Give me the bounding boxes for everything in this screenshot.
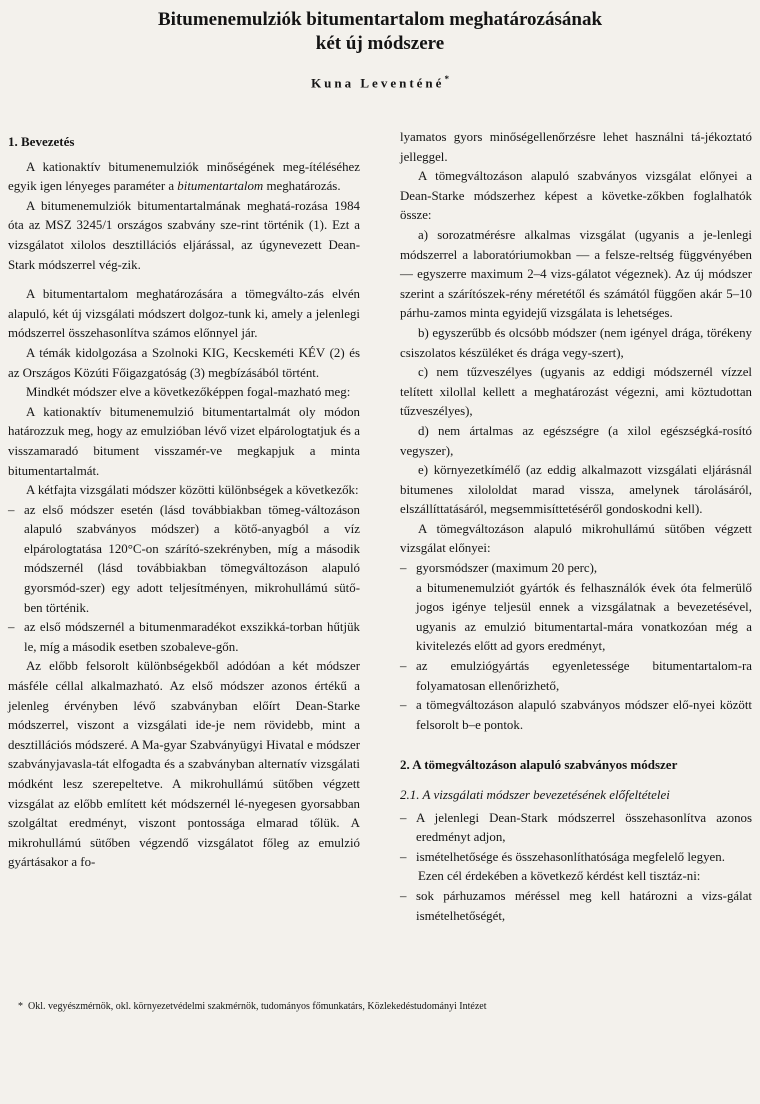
list-item: – az első módszer esetén (lásd továbbiakban tömeg-változáson alapuló szabványos módszer) a kötő-anyagból a víz elpárologtatása 120°C-on szárító-szekrényben, míg a második módszernél (lásd továbbiakban tömegváltozáson alapuló gyorsmód-szer) egy adott teljesítményen, mikrohullámú sütő-ben történik. xyxy=(8,501,360,619)
title-line-2: két új módszere xyxy=(315,33,445,54)
subsection-heading-preconditions: 2.1. A vizsgálati módszer bevezetésének előfeltételei xyxy=(400,787,670,802)
precondition-list xyxy=(400,809,752,868)
left-column xyxy=(8,132,360,873)
paragraph: Mindkét módszer elve a következőképpen fogal-mazható meg: xyxy=(26,385,351,400)
paragraph: A bitumentartalom meghatározására a tömegválto-zás elvén alapuló, két új vizsgálati módszert dolgoz-tunk ki, amely a jelenlegi módszerrel összehasonlítva számos előnnyel jár. xyxy=(8,287,360,341)
paragraph: A tömegváltozáson alapuló szabványos vizsgálat előnyei a Dean-Starke módszerhez képest a követke-zőkben foglalhatók össze: xyxy=(400,169,752,223)
author-name: Kuna Leventéné xyxy=(311,75,445,91)
advantage-item-c: c) nem tűzveszélyes (ugyanis az eddigi módszernél vízzel telített xilollal kellett a meghatározást végezni, ami köztudottan tűzveszélyes), xyxy=(400,365,752,419)
paragraph: A tömegváltozáson alapuló mikrohullámú sütőben végzett vizsgálat előnyei: xyxy=(400,521,752,556)
title-line-1: Bitumenemulziók bitumentartalom meghatározásának xyxy=(157,9,603,30)
paragraph: Az előbb felsorolt különbségekből adódóan a két módszer másféle céllal alkalmazható. Az első módszer azonos értékű a jelenleg érvényben lévő szabványban előírt Dean-Starke módszerrel, viszont a vizsgálati ide-je nem rövidebb, mint a desztillációs módszeré. A Ma-gyar Szabványügyi Hivatal e módszer szabványjavasla-tát elfogadta és a szabványban alternatív vizsgálati módként lesz szerepeltetve. A mikrohullámú sütőben végzett vizsgálat az előbb említett két módszernél lé-nyegesen gyorsabban szolgáltat eredményt, viszont pontossága elmarad tőlük. A mikrohullámú sütőben végzendő vizsgálatot főleg az emulzió gyártásakor a fo- xyxy=(8,659,360,870)
paragraph: A kétfajta vizsgálati módszer közötti különbségek a következők: xyxy=(26,483,359,498)
spacer xyxy=(8,275,360,285)
question-list xyxy=(400,887,752,926)
paragraph: lyamatos gyors minőségellenőrzésre lehet használni tá-jékoztató jelleggel. xyxy=(400,130,752,164)
advantage-item-b: b) egyszerűbb és olcsóbb módszer (nem igényel drága, törékeny csiszolatos készüléket és drága vegy-szert), xyxy=(400,325,752,360)
text-run: A kationaktív bitumenemulziók minőségének meg-ítéléséhez egyik igen lényeges paraméter a xyxy=(8,159,360,194)
microwave-advantage-list-cont xyxy=(400,657,752,735)
footnote xyxy=(18,1000,748,1014)
paragraph: Ezen cél érdekében a következő kérdést kell tisztáz-ni: xyxy=(418,869,701,884)
advantage-item-d: d) nem ártalmas az egészségre (a xilol egészségká-rosító vegyszer), xyxy=(400,423,752,458)
paragraph xyxy=(8,158,360,197)
microwave-advantage-list xyxy=(400,559,752,579)
list-item: – az emulziógyártás egyenletessége bitumentartalom-ra folyamatosan ellenőrizhető, xyxy=(400,657,752,696)
emphasis-text: bitumentartalom xyxy=(177,179,264,194)
article-title xyxy=(0,8,760,56)
list-item: – A jelenlegi Dean-Stark módszerrel összehasonlítva azonos eredményt adjon, xyxy=(400,809,752,848)
list-item: – sok párhuzamos méréssel meg kell határozni a vizs-gálat ismételhetőségét, xyxy=(400,887,752,926)
paragraph: A témák kidolgozása a Szolnoki KIG, Kecskeméti KÉV (2) és az Országos Közúti Főigazgatóság (3) megbízásából történt. xyxy=(8,345,360,380)
list-item: – gyorsmódszer (maximum 20 perc), xyxy=(400,559,752,579)
difference-list xyxy=(8,501,360,658)
right-column xyxy=(400,128,752,926)
author-footnote-mark: * xyxy=(444,74,449,84)
list-item: – a tömegváltozáson alapuló szabványos módszer elő-nyei között felsorolt b–e pontok. xyxy=(400,696,752,735)
advantage-item-a: a) sorozatmérésre alkalmas vizsgálat (ugyanis a je-lenlegi módszerrel a laboratóriumokban — a felsze-reltség függvényében — egyszerre maximum 2–4 vizs-gálatot végeznek). Az új módszer szerint a szárítószek-rény méretétől és számától függően akár 5–10 párhu-zamos minta egyidejű vizsgálata is lehetséges. xyxy=(400,227,752,321)
paragraph: A kationaktív bitumenemulzió bitumentartalmát oly módon határozzuk meg, hogy az emulzióban lévő vizet elpárologtatjuk és a visszamaradó bitument visszamér-ve megkapjuk a minta bitumentartalmát. xyxy=(8,404,360,478)
section-heading-intro: 1. Bevezetés xyxy=(8,134,75,149)
spacer xyxy=(400,735,752,755)
footnote-text: Okl. vegyészmérnök, okl. környezetvédelmi szakmérnök, tudományos főmunkatárs, Közlekedéstudományi Intézet xyxy=(28,1001,487,1012)
list-continuation: a bitumenemulziót gyártók és felhasználók évek óta felmerülő jogos igénye teljesül ennek a vizsgálatnak a bevezetésével, ugyanis az emulzió bitumentartal-mára vonatkozóan még a kivitelezés előtt ad gyors eredményt, xyxy=(416,580,752,654)
text-run: meghatározás. xyxy=(263,179,341,194)
list-item: – ismételhetősége és összehasonlíthatósága megfelelő legyen. xyxy=(400,848,752,868)
footnote-mark: * xyxy=(18,1001,23,1012)
paragraph: A bitumenemulziók bitumentartalmának meghatá-rozása 1984 óta az MSZ 3245/1 országos szabvány sze-rint történik (1). Ezt a vizsgálatot xilolos desztillációs eljárással, az úgynevezett Dean-Stark módszerrel vég-zik. xyxy=(8,198,360,272)
author-line xyxy=(0,74,760,91)
list-item: – az első módszernél a bitumenmaradékot exszikká-torban hűtjük le, míg a második esetben szobaleve-gőn. xyxy=(8,618,360,657)
section-heading-standard-method: 2. A tömegváltozáson alapuló szabványos módszer xyxy=(400,757,678,773)
advantage-item-e: e) környezetkímélő (az eddig alkalmazott vizsgálati eljárásnál bitumenes xilololdat marad vissza, amelynek tárolásáról, elszállíttatásáról, megsemmisíttetéséről gondoskodni kell). xyxy=(400,463,752,517)
